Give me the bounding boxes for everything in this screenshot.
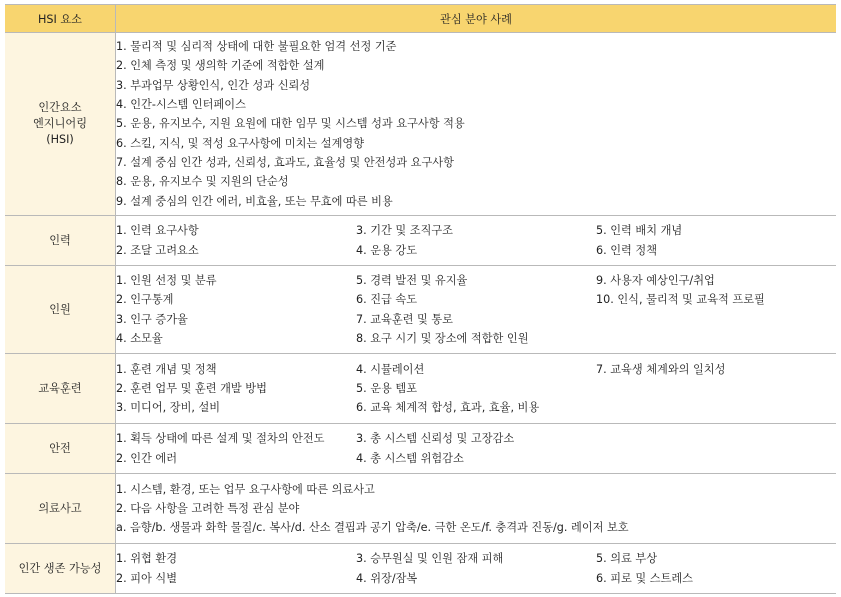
list-item: 7. 교육훈련 및 통로 xyxy=(356,312,453,326)
list-item: 6. 스킬, 지식, 및 적성 요구사항에 미치는 설계영향 xyxy=(116,136,365,150)
list-item: 6. 진급 속도 xyxy=(356,293,418,307)
list-item: 6. 인력 정책 xyxy=(596,243,658,257)
list-item: 8. 운용, 유지보수 및 지원의 단순성 xyxy=(116,175,289,189)
list-item: 5. 경력 발전 및 유지율 xyxy=(356,273,468,287)
list-item: 1. 획득 상태에 따른 설계 및 절차의 안전도 xyxy=(116,432,325,446)
row-label-line: 의료사고 xyxy=(38,501,82,515)
row-label-line: 인원 xyxy=(49,302,71,316)
row-label xyxy=(5,544,116,594)
row-label-line: 인간요소 xyxy=(38,101,82,114)
list-item: 5. 의료 부상 xyxy=(596,552,658,566)
list-item: 1. 훈련 개념 및 정책 xyxy=(116,362,217,376)
table-body xyxy=(5,33,836,594)
row-content xyxy=(116,474,837,544)
row-label xyxy=(5,354,116,424)
header-row xyxy=(5,5,836,33)
list-item: 5. 운용, 유지보수, 지원 요원에 대한 임무 및 시스템 성과 요구사항 적용 xyxy=(116,117,465,131)
list-item: 9. 설계 중심의 인간 에러, 비효율, 또는 무효에 따른 비용 xyxy=(116,194,393,208)
row-content xyxy=(116,544,837,594)
list-item: 5. 인력 배치 개념 xyxy=(596,224,683,238)
row-label xyxy=(5,33,116,216)
header-examples: 관심 분야 사례 xyxy=(116,5,837,33)
list-item: 3. 미디어, 장비, 설비 xyxy=(116,401,221,415)
row-label xyxy=(5,216,116,266)
hsi-table xyxy=(5,4,836,594)
list-item: 4. 인간-시스템 인터페이스 xyxy=(116,98,246,112)
empty-cell xyxy=(596,310,836,329)
row-label xyxy=(5,474,116,544)
table-row xyxy=(5,474,836,544)
table-row xyxy=(5,33,836,216)
list-item: 3. 기간 및 조직구조 xyxy=(356,224,453,238)
list-item: 3. 총 시스템 신뢰성 및 고장감소 xyxy=(356,432,515,446)
list-item: 1. 물리적 및 심리적 상태에 대한 불필요한 엄격 선정 기준 xyxy=(116,40,397,54)
row-label-line: (HSI) xyxy=(46,133,74,146)
row-content xyxy=(116,33,837,216)
list-item: a. 음향/b. 생물과 화학 물질/c. 복사/d. 산소 결핍과 공기 압축/e. 극한 온도/f. 충격과 진동/g. 레이저 보호 xyxy=(116,521,629,535)
list-item: 1. 인력 요구사항 xyxy=(116,224,199,238)
list-item: 4. 위장/잠복 xyxy=(356,571,418,585)
list-item: 6. 교육 체계적 합성, 효과, 효율, 비용 xyxy=(356,401,540,415)
list-item: 4. 소모율 xyxy=(116,331,163,345)
item-list xyxy=(116,37,836,211)
list-item: 7. 설계 중심 인간 성과, 신뢰성, 효과도, 효율성 및 안전성과 요구사항 xyxy=(116,155,454,169)
list-item: 2. 인구통계 xyxy=(116,293,174,307)
empty-cell xyxy=(596,379,836,398)
table-row xyxy=(5,544,836,594)
empty-cell xyxy=(596,398,836,417)
item-list xyxy=(116,360,836,418)
row-label xyxy=(5,424,116,474)
list-item: 3. 부과업무 상황인식, 인간 성과 신뢰성 xyxy=(116,78,311,92)
item-list xyxy=(116,480,836,538)
list-item: 5. 운용 템포 xyxy=(356,381,418,395)
list-item: 4. 운용 강도 xyxy=(356,243,418,257)
row-label-line: 교육훈련 xyxy=(38,381,82,395)
list-item: 4. 시뮬레이션 xyxy=(356,362,425,376)
item-list xyxy=(116,429,836,468)
empty-cell xyxy=(596,449,836,468)
list-item: 2. 인체 측정 및 생의학 기준에 적합한 설계 xyxy=(116,59,325,73)
table-row xyxy=(5,354,836,424)
row-content xyxy=(116,424,837,474)
empty-cell xyxy=(596,429,836,448)
list-item: 9. 사용자 예상인구/취업 xyxy=(596,273,715,287)
empty-cell xyxy=(596,329,836,348)
item-list xyxy=(116,221,836,260)
list-item: 8. 요구 시기 및 장소에 적합한 인원 xyxy=(356,331,529,345)
list-item: 6. 피로 및 스트레스 xyxy=(596,571,693,585)
row-label-line: 엔지니어링 xyxy=(32,117,88,130)
list-item: 2. 다음 사항을 고려한 특정 관심 분야 xyxy=(116,501,300,515)
item-list xyxy=(116,271,836,348)
row-label xyxy=(5,266,116,354)
list-item: 2. 조달 고려요소 xyxy=(116,243,199,257)
header-hsi-element: HSI 요소 xyxy=(5,5,116,33)
list-item: 1. 시스템, 환경, 또는 업무 요구사항에 따른 의료사고 xyxy=(116,482,375,496)
row-content xyxy=(116,354,837,424)
item-list xyxy=(116,549,836,588)
list-item: 10. 인식, 물리적 및 교육적 프로필 xyxy=(596,293,765,307)
table-row xyxy=(5,424,836,474)
list-item: 3. 승무원실 및 인원 잠재 피해 xyxy=(356,552,504,566)
list-item: 2. 훈련 업무 및 훈련 개발 방법 xyxy=(116,381,267,395)
list-item: 2. 인간 에러 xyxy=(116,451,178,465)
table-row xyxy=(5,216,836,266)
list-item: 3. 인구 증가율 xyxy=(116,312,188,326)
row-label-line: 인간 생존 가능성 xyxy=(18,561,102,575)
list-item: 1. 위협 환경 xyxy=(116,552,178,566)
list-item: 1. 인원 선정 및 분류 xyxy=(116,273,217,287)
list-item: 2. 피아 식별 xyxy=(116,571,178,585)
row-content xyxy=(116,266,837,354)
list-item: 4. 총 시스템 위험감소 xyxy=(356,451,464,465)
table-row xyxy=(5,266,836,354)
row-content xyxy=(116,216,837,266)
row-label-line: 안전 xyxy=(49,441,71,455)
list-item: 7. 교육생 체계와의 일치성 xyxy=(596,362,726,376)
row-label-line: 인력 xyxy=(49,233,71,247)
